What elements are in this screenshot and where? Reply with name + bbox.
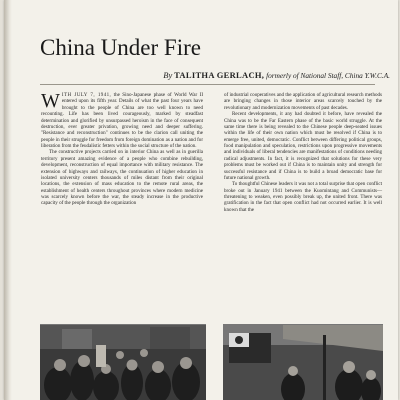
drop-cap: W: [41, 90, 60, 112]
lead-in-caps: ITH JULY 7, 1941,: [61, 92, 112, 98]
crowd-photo-image: [40, 325, 206, 400]
author-affiliation: formerly of National Staff, China Y.W.C.A.: [266, 71, 390, 80]
left-text-column: [41, 92, 203, 207]
right-text-column: [224, 92, 382, 213]
flag-photo-image: [223, 325, 383, 400]
left-paragraph-1: [41, 92, 203, 149]
byline-prefix: By: [163, 70, 173, 80]
left-paragraph-1-text: the Sino-Japanese phase of World War II entered upon its fifth year. Details of what the past four years have brought to the people of China are too well known to need recounting. Life has been lived courageously, marked by steadfast determination and glorified by unsurpassed heroism in the face of consequent destruction, ever greater privation, growing need and deeper suffering. "Resistance and reconstruction" continues to be the clarion call uniting the people in their struggle for freedom from foreign domination as a nation and for liberation from the feudalistic fetters within the social structure of the nation.: [41, 92, 204, 149]
author-name: TALITHA GERLACH,: [174, 70, 265, 80]
flag-photo: [223, 324, 383, 400]
right-paragraph-1: of industrial cooperatives and the application of agricultural research methods are bringing changes in those interior areas scarcely touched by the revolutionary and modernization movements of past decades.: [224, 92, 382, 111]
article-byline: [4, 70, 390, 80]
crowd-photo: [40, 324, 206, 400]
article-title: China Under Fire: [40, 35, 201, 60]
right-paragraph-2: Recent developments, it any had doubted it before, have revealed the China was to be the Far Eastern phase of the basic world struggle. At the same time there is being revealed to the Chinese people deep-seated issues within the life of their own nation which must be resolved if China is to emerge free, united, democratic. Conflict between differing political groups, food manipulation and speculation, restrictions upon progressive movements and individuals of liberal tendencies are manifestations of conditions needing radical adjustments. In fact, it is recognized that solutions for these very problems must be worked out if China is to maintain unity and strength for successful resistance and if China is to build a broad democratic base for future national growth.: [224, 111, 382, 181]
left-paragraph-2: The constructive projects carried on in interior China as well as in guerilla territory present amazing evidence of a people who combine rebuilding, development, reconstruction of equal importance with military resistance. The extension of highways and railways, the continuation of higher education in isolated university centers thousands of miles distant from their original locations, the extension of mass education to the remote rural areas, the establishment of health centers throughout provinces where modern medicine was scarcely known before the war, the steady increase in the productive capacity of the people through the organization: [41, 149, 203, 207]
right-paragraph-3: To thoughtful Chinese leaders it was not a total surprise that open conflict broke out in January 1941 between the Kuomintang and Communists—threatening to weaken, even possibly break up, the united front. There was gratification in the fact that open conflict had not occurred earlier. It is well known that the: [224, 181, 382, 213]
title-divider: [40, 84, 375, 85]
magazine-page: [4, 0, 398, 400]
page-fold-shadow: [4, 0, 12, 400]
